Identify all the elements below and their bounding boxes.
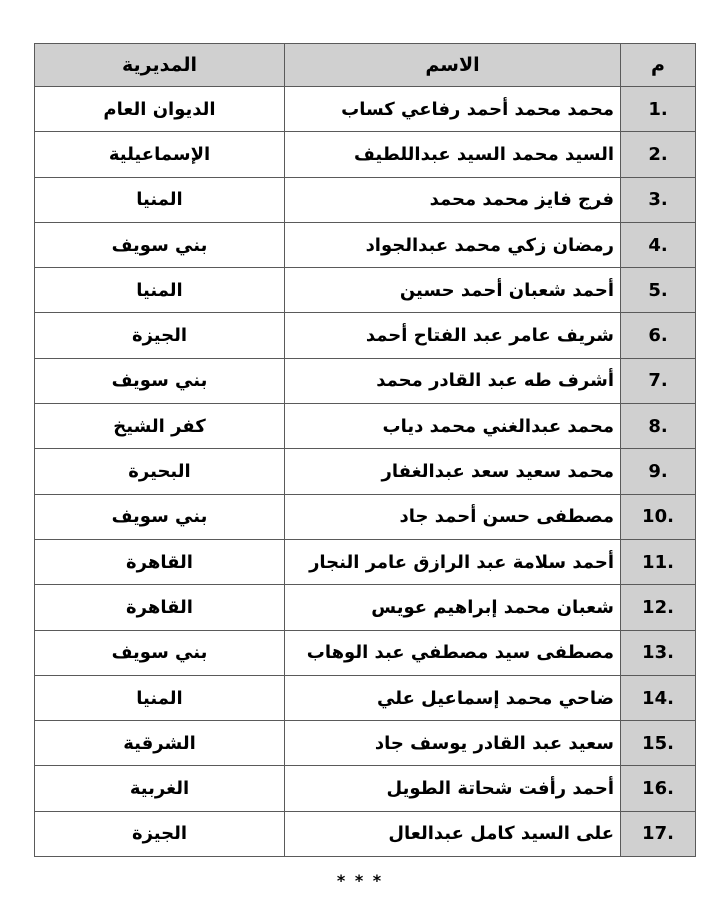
row-directorate: البحيرة	[35, 449, 285, 494]
row-name: شريف عامر عبد الفتاح أحمد	[285, 313, 621, 358]
row-number: .11	[621, 539, 696, 584]
row-directorate: القاهرة	[35, 539, 285, 584]
row-name: على السيد كامل عبدالعال	[285, 811, 621, 856]
row-name: رمضان زكي محمد عبدالجواد	[285, 222, 621, 267]
table-row	[35, 811, 696, 856]
table-row	[35, 630, 696, 675]
table-body	[35, 87, 696, 857]
row-name: فرج فايز محمد محمد	[285, 177, 621, 222]
table-row	[35, 177, 696, 222]
row-directorate: الجيزة	[35, 313, 285, 358]
row-number: .2	[621, 132, 696, 177]
row-number: .7	[621, 358, 696, 403]
row-directorate: بني سويف	[35, 222, 285, 267]
table-row	[35, 87, 696, 132]
table-row	[35, 585, 696, 630]
footer-asterisks: * * *	[336, 871, 384, 890]
row-directorate: الشرقية	[35, 721, 285, 766]
row-directorate: الغربية	[35, 766, 285, 811]
row-directorate: المنيا	[35, 675, 285, 720]
row-number: .14	[621, 675, 696, 720]
row-name: أحمد شعبان أحمد حسين	[285, 268, 621, 313]
row-name: مصطفى سيد مصطفي عبد الوهاب	[285, 630, 621, 675]
row-directorate: بني سويف	[35, 494, 285, 539]
table-row	[35, 675, 696, 720]
table-row	[35, 268, 696, 313]
row-number: .4	[621, 222, 696, 267]
row-directorate: المنيا	[35, 268, 285, 313]
row-number: .5	[621, 268, 696, 313]
row-directorate: المنيا	[35, 177, 285, 222]
row-number: .17	[621, 811, 696, 856]
names-table	[34, 43, 696, 857]
row-name: أشرف طه عبد القادر محمد	[285, 358, 621, 403]
row-name: محمد سعيد سعد عبدالغفار	[285, 449, 621, 494]
row-number: .3	[621, 177, 696, 222]
table-row	[35, 358, 696, 403]
table-row	[35, 404, 696, 449]
row-name: محمد محمد أحمد رفاعي كساب	[285, 87, 621, 132]
row-directorate: بني سويف	[35, 358, 285, 403]
row-number: .13	[621, 630, 696, 675]
header-number: م	[621, 44, 696, 87]
row-number: .15	[621, 721, 696, 766]
table-row	[35, 449, 696, 494]
row-name: أحمد سلامة عبد الرازق عامر النجار	[285, 539, 621, 584]
row-directorate: بني سويف	[35, 630, 285, 675]
row-number: .10	[621, 494, 696, 539]
row-directorate: كفر الشيخ	[35, 404, 285, 449]
table-row	[35, 222, 696, 267]
row-number: .9	[621, 449, 696, 494]
row-directorate: الديوان العام	[35, 87, 285, 132]
row-number: .6	[621, 313, 696, 358]
row-directorate: الإسماعيلية	[35, 132, 285, 177]
row-directorate: القاهرة	[35, 585, 285, 630]
row-directorate: الجيزة	[35, 811, 285, 856]
row-number: .8	[621, 404, 696, 449]
row-name: مصطفى حسن أحمد جاد	[285, 494, 621, 539]
row-number: .1	[621, 87, 696, 132]
table-row	[35, 494, 696, 539]
table-header-row	[35, 44, 696, 87]
row-name: السيد محمد السيد عبداللطيف	[285, 132, 621, 177]
table-row	[35, 132, 696, 177]
row-number: .16	[621, 766, 696, 811]
row-name: محمد عبدالغني محمد دياب	[285, 404, 621, 449]
row-name: ضاحي محمد إسماعيل علي	[285, 675, 621, 720]
row-name: سعيد عبد القادر يوسف جاد	[285, 721, 621, 766]
table-row	[35, 539, 696, 584]
header-directorate: المديرية	[35, 44, 285, 87]
row-name: أحمد رأفت شحاتة الطويل	[285, 766, 621, 811]
row-name: شعبان محمد إبراهيم عويس	[285, 585, 621, 630]
row-number: .12	[621, 585, 696, 630]
header-name: الاسم	[285, 44, 621, 87]
table-row	[35, 766, 696, 811]
table-row	[35, 721, 696, 766]
table-row	[35, 313, 696, 358]
